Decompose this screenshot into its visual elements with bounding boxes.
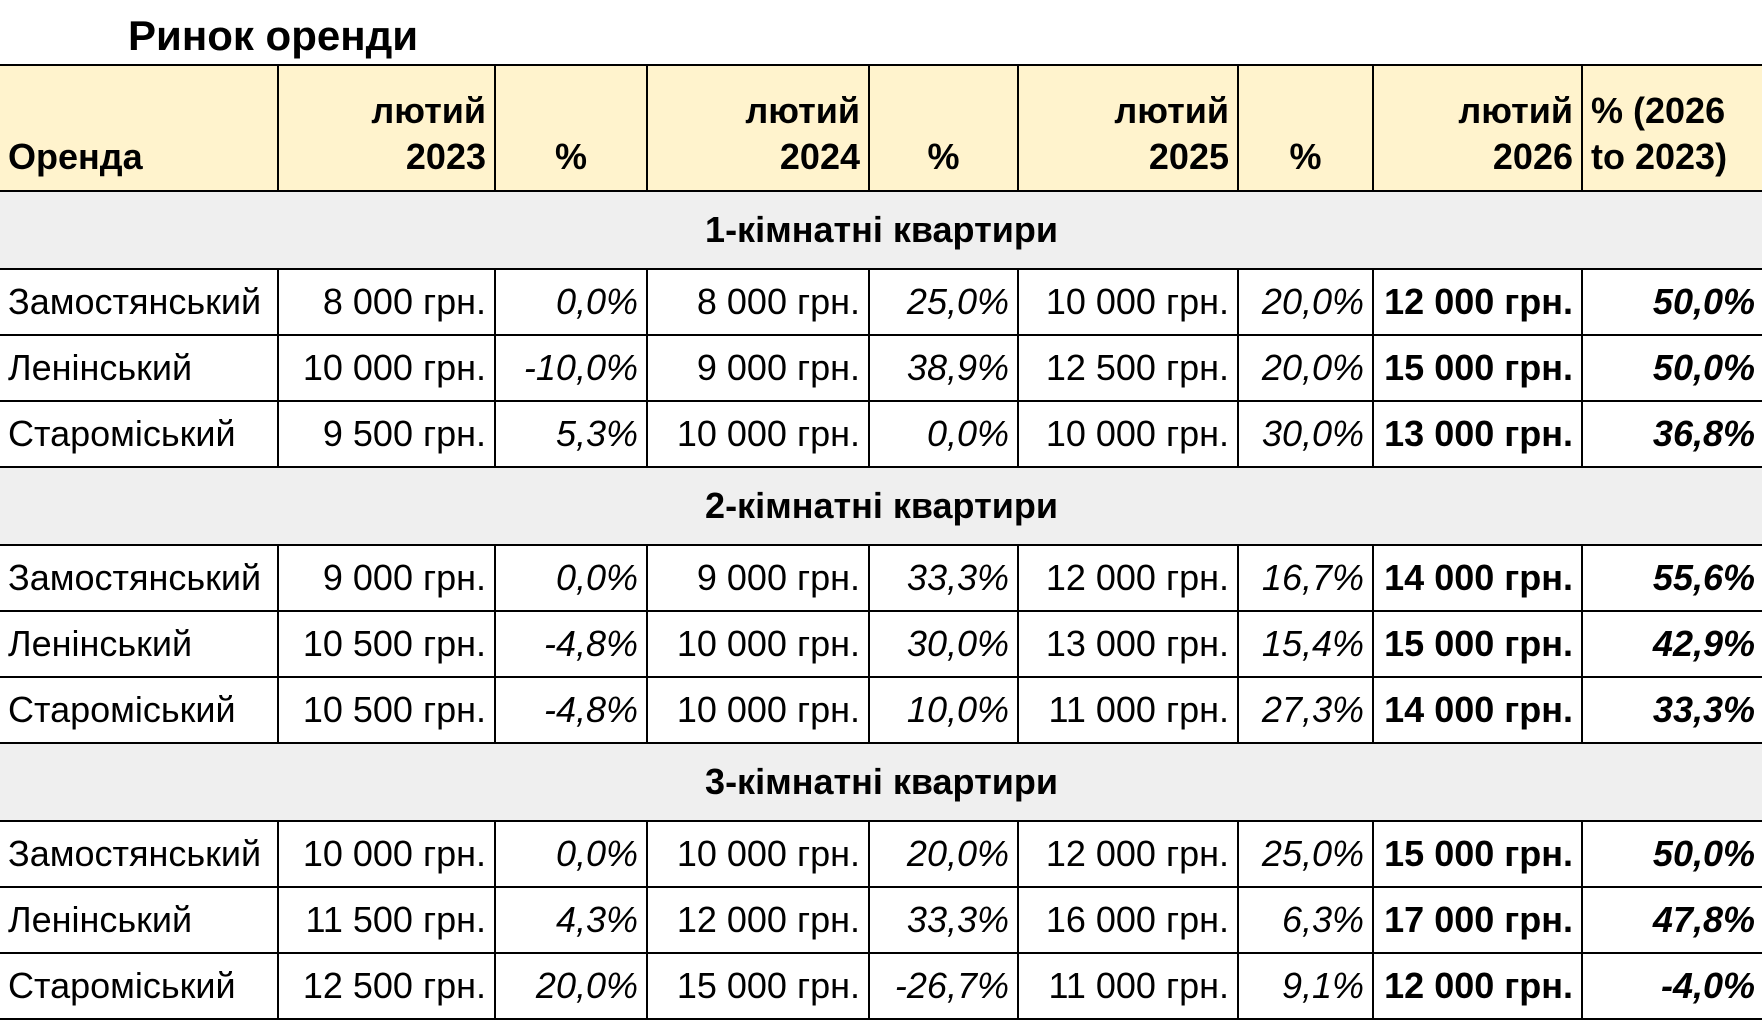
price-2025-cell: 12 000 грн. <box>1018 545 1238 611</box>
header-cell-pct-2025: % <box>1238 65 1373 191</box>
section-label: 2-кімнатні квартири <box>0 467 1762 545</box>
pct-2025-cell: 30,0% <box>1238 401 1373 467</box>
pct-2024-cell: 10,0% <box>869 677 1018 743</box>
price-2025-cell: 11 000 грн. <box>1018 677 1238 743</box>
pct-2023-cell: 20,0% <box>495 953 647 1019</box>
pct-2025-cell: 15,4% <box>1238 611 1373 677</box>
price-2026-cell: 15 000 грн. <box>1373 821 1582 887</box>
pct-2024-cell: 33,3% <box>869 545 1018 611</box>
price-2023-cell: 12 500 грн. <box>278 953 495 1019</box>
pct-2023-cell: 4,3% <box>495 887 647 953</box>
section-label: 1-кімнатні квартири <box>0 191 1762 269</box>
header-row <box>0 65 1762 191</box>
price-2024-cell: 10 000 грн. <box>647 611 869 677</box>
pct-2023-cell: -10,0% <box>495 335 647 401</box>
section-row-1-room <box>0 191 1762 269</box>
section-row-3-room <box>0 743 1762 821</box>
header-cell-feb-2024: лютий 2024 <box>647 65 869 191</box>
price-2026-cell: 12 000 грн. <box>1373 953 1582 1019</box>
pct-2024-cell: -26,7% <box>869 953 1018 1019</box>
pct-2024-cell: 33,3% <box>869 887 1018 953</box>
pct-2025-cell: 20,0% <box>1238 269 1373 335</box>
pct-2023-cell: -4,8% <box>495 677 647 743</box>
header-cell-feb-2025: лютий 2025 <box>1018 65 1238 191</box>
district-cell: Замостянський <box>0 269 278 335</box>
header-cell-pct-total: % (2026 to 2023) <box>1582 65 1762 191</box>
table-row <box>0 611 1762 677</box>
table-row <box>0 953 1762 1019</box>
pct-2023-cell: 0,0% <box>495 821 647 887</box>
pct-2023-cell: 0,0% <box>495 545 647 611</box>
pct-total-cell: 50,0% <box>1582 821 1762 887</box>
price-2026-cell: 15 000 грн. <box>1373 611 1582 677</box>
table-row <box>0 887 1762 953</box>
table-row <box>0 335 1762 401</box>
pct-2025-cell: 27,3% <box>1238 677 1373 743</box>
page-title: Ринок оренди <box>128 12 419 59</box>
price-2024-cell: 12 000 грн. <box>647 887 869 953</box>
price-2025-cell: 12 500 грн. <box>1018 335 1238 401</box>
price-2025-cell: 10 000 грн. <box>1018 401 1238 467</box>
pct-2025-cell: 25,0% <box>1238 821 1373 887</box>
price-2023-cell: 8 000 грн. <box>278 269 495 335</box>
header-cell-feb-2023: лютий 2023 <box>278 65 495 191</box>
pct-2025-cell: 20,0% <box>1238 335 1373 401</box>
price-2024-cell: 10 000 грн. <box>647 821 869 887</box>
pct-total-cell: 50,0% <box>1582 269 1762 335</box>
price-2023-cell: 10 500 грн. <box>278 611 495 677</box>
pct-total-cell: 47,8% <box>1582 887 1762 953</box>
price-2026-cell: 13 000 грн. <box>1373 401 1582 467</box>
pct-total-cell: 33,3% <box>1582 677 1762 743</box>
rent-table <box>0 64 1762 1020</box>
pct-2024-cell: 30,0% <box>869 611 1018 677</box>
pct-2025-cell: 16,7% <box>1238 545 1373 611</box>
price-2025-cell: 11 000 грн. <box>1018 953 1238 1019</box>
district-cell: Староміський <box>0 677 278 743</box>
price-2023-cell: 10 000 грн. <box>278 821 495 887</box>
price-2023-cell: 9 000 грн. <box>278 545 495 611</box>
section-label: 3-кімнатні квартири <box>0 743 1762 821</box>
pct-2024-cell: 0,0% <box>869 401 1018 467</box>
district-cell: Староміський <box>0 401 278 467</box>
pct-2024-cell: 20,0% <box>869 821 1018 887</box>
pct-2024-cell: 38,9% <box>869 335 1018 401</box>
header-cell-pct-2023: % <box>495 65 647 191</box>
price-2024-cell: 8 000 грн. <box>647 269 869 335</box>
pct-2025-cell: 6,3% <box>1238 887 1373 953</box>
pct-2023-cell: 0,0% <box>495 269 647 335</box>
header-cell-pct-2024: % <box>869 65 1018 191</box>
district-cell: Замостянський <box>0 821 278 887</box>
table-row <box>0 677 1762 743</box>
price-2024-cell: 10 000 грн. <box>647 677 869 743</box>
district-cell: Староміський <box>0 953 278 1019</box>
price-2024-cell: 10 000 грн. <box>647 401 869 467</box>
district-cell: Ленінський <box>0 335 278 401</box>
section-row-2-room <box>0 467 1762 545</box>
header-cell-feb-2026: лютий 2026 <box>1373 65 1582 191</box>
pct-2025-cell: 9,1% <box>1238 953 1373 1019</box>
price-2023-cell: 10 000 грн. <box>278 335 495 401</box>
pct-total-cell: 42,9% <box>1582 611 1762 677</box>
pct-2024-cell: 25,0% <box>869 269 1018 335</box>
price-2024-cell: 15 000 грн. <box>647 953 869 1019</box>
table-row <box>0 401 1762 467</box>
price-2023-cell: 11 500 грн. <box>278 887 495 953</box>
price-2023-cell: 9 500 грн. <box>278 401 495 467</box>
table-row <box>0 545 1762 611</box>
price-2026-cell: 17 000 грн. <box>1373 887 1582 953</box>
price-2025-cell: 12 000 грн. <box>1018 821 1238 887</box>
price-2025-cell: 13 000 грн. <box>1018 611 1238 677</box>
table-row <box>0 269 1762 335</box>
district-cell: Ленінський <box>0 887 278 953</box>
price-2023-cell: 10 500 грн. <box>278 677 495 743</box>
pct-total-cell: 55,6% <box>1582 545 1762 611</box>
pct-total-cell: 36,8% <box>1582 401 1762 467</box>
price-2025-cell: 10 000 грн. <box>1018 269 1238 335</box>
district-cell: Ленінський <box>0 611 278 677</box>
table-row <box>0 821 1762 887</box>
price-2026-cell: 15 000 грн. <box>1373 335 1582 401</box>
pct-total-cell: 50,0% <box>1582 335 1762 401</box>
price-2024-cell: 9 000 грн. <box>647 545 869 611</box>
header-cell-rent: Оренда <box>0 65 278 191</box>
price-2024-cell: 9 000 грн. <box>647 335 869 401</box>
pct-2023-cell: 5,3% <box>495 401 647 467</box>
price-2026-cell: 14 000 грн. <box>1373 677 1582 743</box>
price-2026-cell: 12 000 грн. <box>1373 269 1582 335</box>
price-2026-cell: 14 000 грн. <box>1373 545 1582 611</box>
price-2025-cell: 16 000 грн. <box>1018 887 1238 953</box>
pct-2023-cell: -4,8% <box>495 611 647 677</box>
district-cell: Замостянський <box>0 545 278 611</box>
pct-total-cell: -4,0% <box>1582 953 1762 1019</box>
